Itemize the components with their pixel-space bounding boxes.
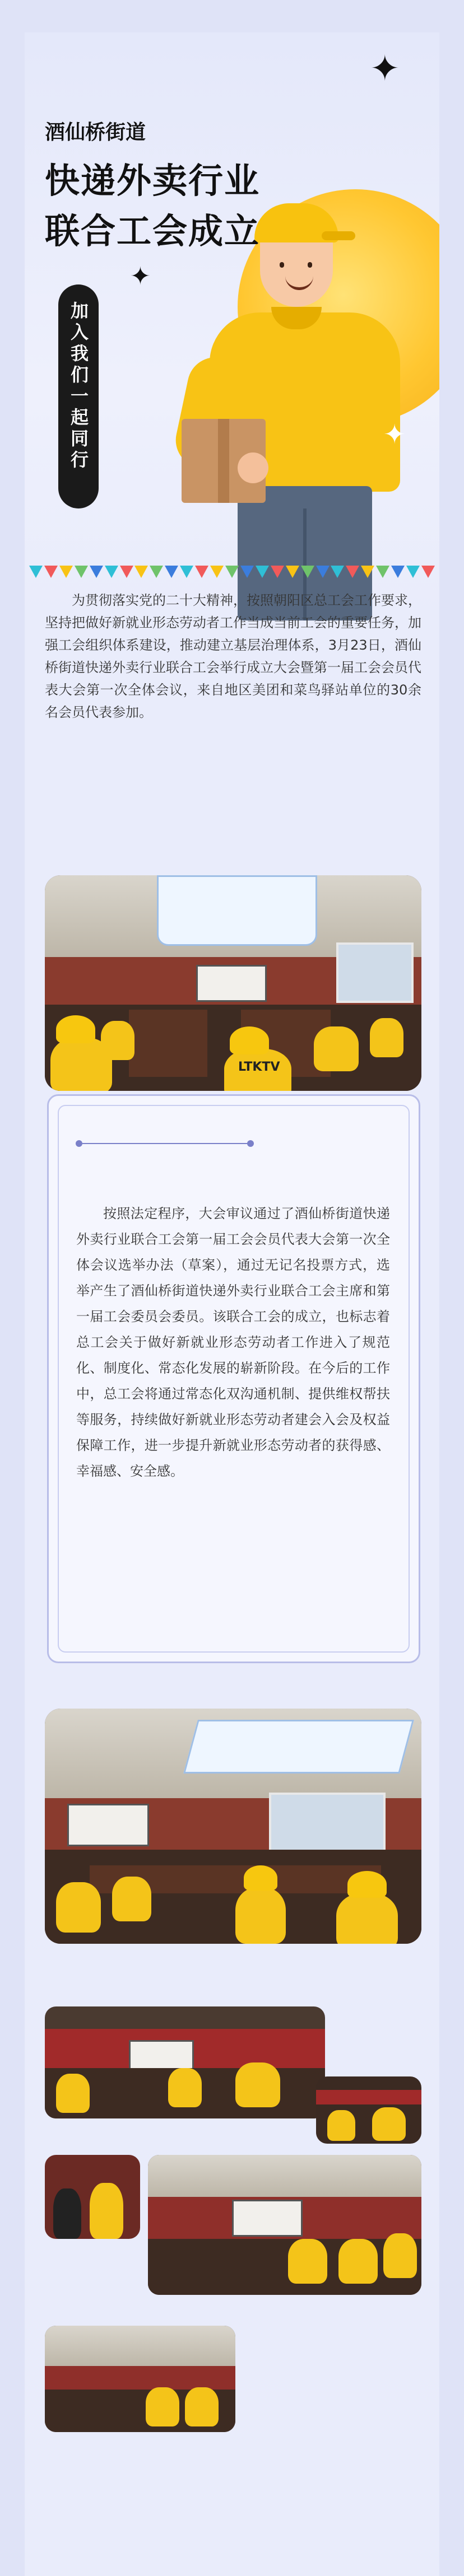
- collage-photo-5: [45, 2326, 235, 2432]
- triangle-decoration: [271, 566, 284, 578]
- triangle-decoration: [105, 566, 118, 578]
- triangle-decoration: [346, 566, 359, 578]
- meeting-photo-1: [45, 875, 421, 1091]
- hero-title-line1: 快递外卖行业: [45, 160, 261, 201]
- triangle-decoration: [44, 566, 58, 578]
- page-footer: [25, 2536, 439, 2576]
- photo-badge: LTKTV: [238, 1060, 280, 1074]
- triangle-decoration: [376, 566, 389, 578]
- triangle-decoration: [165, 566, 178, 578]
- triangle-decoration: [180, 566, 193, 578]
- collage-photo-2: [316, 2076, 421, 2144]
- star-icon: ✦: [370, 48, 400, 90]
- triangle-decoration: [361, 566, 374, 578]
- sparkle-icon: ✦: [383, 419, 406, 450]
- triangle-decoration: [286, 566, 299, 578]
- article-page: [25, 32, 439, 2576]
- meeting-photo-2: [45, 1709, 421, 1944]
- hero-subtitle: 酒仙桥街道: [45, 121, 146, 144]
- join-us-text: 加入我们一起同行: [68, 301, 89, 472]
- join-us-pill: [58, 284, 99, 508]
- triangle-decoration: [134, 566, 148, 578]
- intro-paragraph: 为贯彻落实党的二十大精神，按照朝阳区总工会工作要求，坚持把做好新就业形态劳动者工作当成当前工会的重要任务，加强工会组织体系建设，推动建立基层治理体系，3月23日，酒仙桥街道快递外卖行业联合工会举行成立大会暨第一届工会会员代表大会第一次全体会议，来自地区美团和菜鸟驿站单位的30余名会员代表参加。: [45, 592, 421, 720]
- triangle-decoration: [120, 566, 133, 578]
- triangle-border: [25, 566, 439, 582]
- triangle-decoration: [240, 566, 254, 578]
- triangle-decoration: [256, 566, 269, 578]
- collage-photo-1: [45, 2006, 325, 2118]
- triangle-decoration: [90, 566, 103, 578]
- hero-banner: [25, 32, 439, 620]
- triangle-decoration: [210, 566, 224, 578]
- triangle-decoration: [59, 566, 73, 578]
- triangle-decoration: [150, 566, 163, 578]
- triangle-decoration: [331, 566, 344, 578]
- triangle-decoration: [391, 566, 405, 578]
- triangle-decoration: [195, 566, 208, 578]
- collage-photo-4: [148, 2155, 421, 2295]
- triangle-decoration: [29, 566, 43, 578]
- hero-title-line2: 联合工会成立: [45, 211, 261, 251]
- triangle-decoration: [301, 566, 314, 578]
- collage-photo-3: [45, 2155, 140, 2239]
- triangle-decoration: [406, 566, 420, 578]
- triangle-decoration: [421, 566, 435, 578]
- triangle-decoration: [316, 566, 330, 578]
- body-paragraph: 按照法定程序，大会审议通过了酒仙桥街道快递外卖行业联合工会第一届工会会员代表大会第一次全体会议选举办法（草案），通过无记名投票方式，选举产生了酒仙桥街道快递外卖行业联合工会主席和第一届工会委员会委员。该联合工会的成立，也标志着总工会关于做好新就业形态劳动者工作进入了规范化、制度化、常态化发展的崭新阶段。在今后的工作中，总工会将通过常态化双沟通机制、提供维权帮扶等服务，持续做好新就业形态劳动者建会入会及权益保障工作，进一步提升新就业形态劳动者的获得感、幸福感、安全感。: [76, 1206, 390, 1479]
- triangle-decoration: [75, 566, 88, 578]
- triangle-decoration: [225, 566, 239, 578]
- star-icon: ✦: [130, 262, 151, 291]
